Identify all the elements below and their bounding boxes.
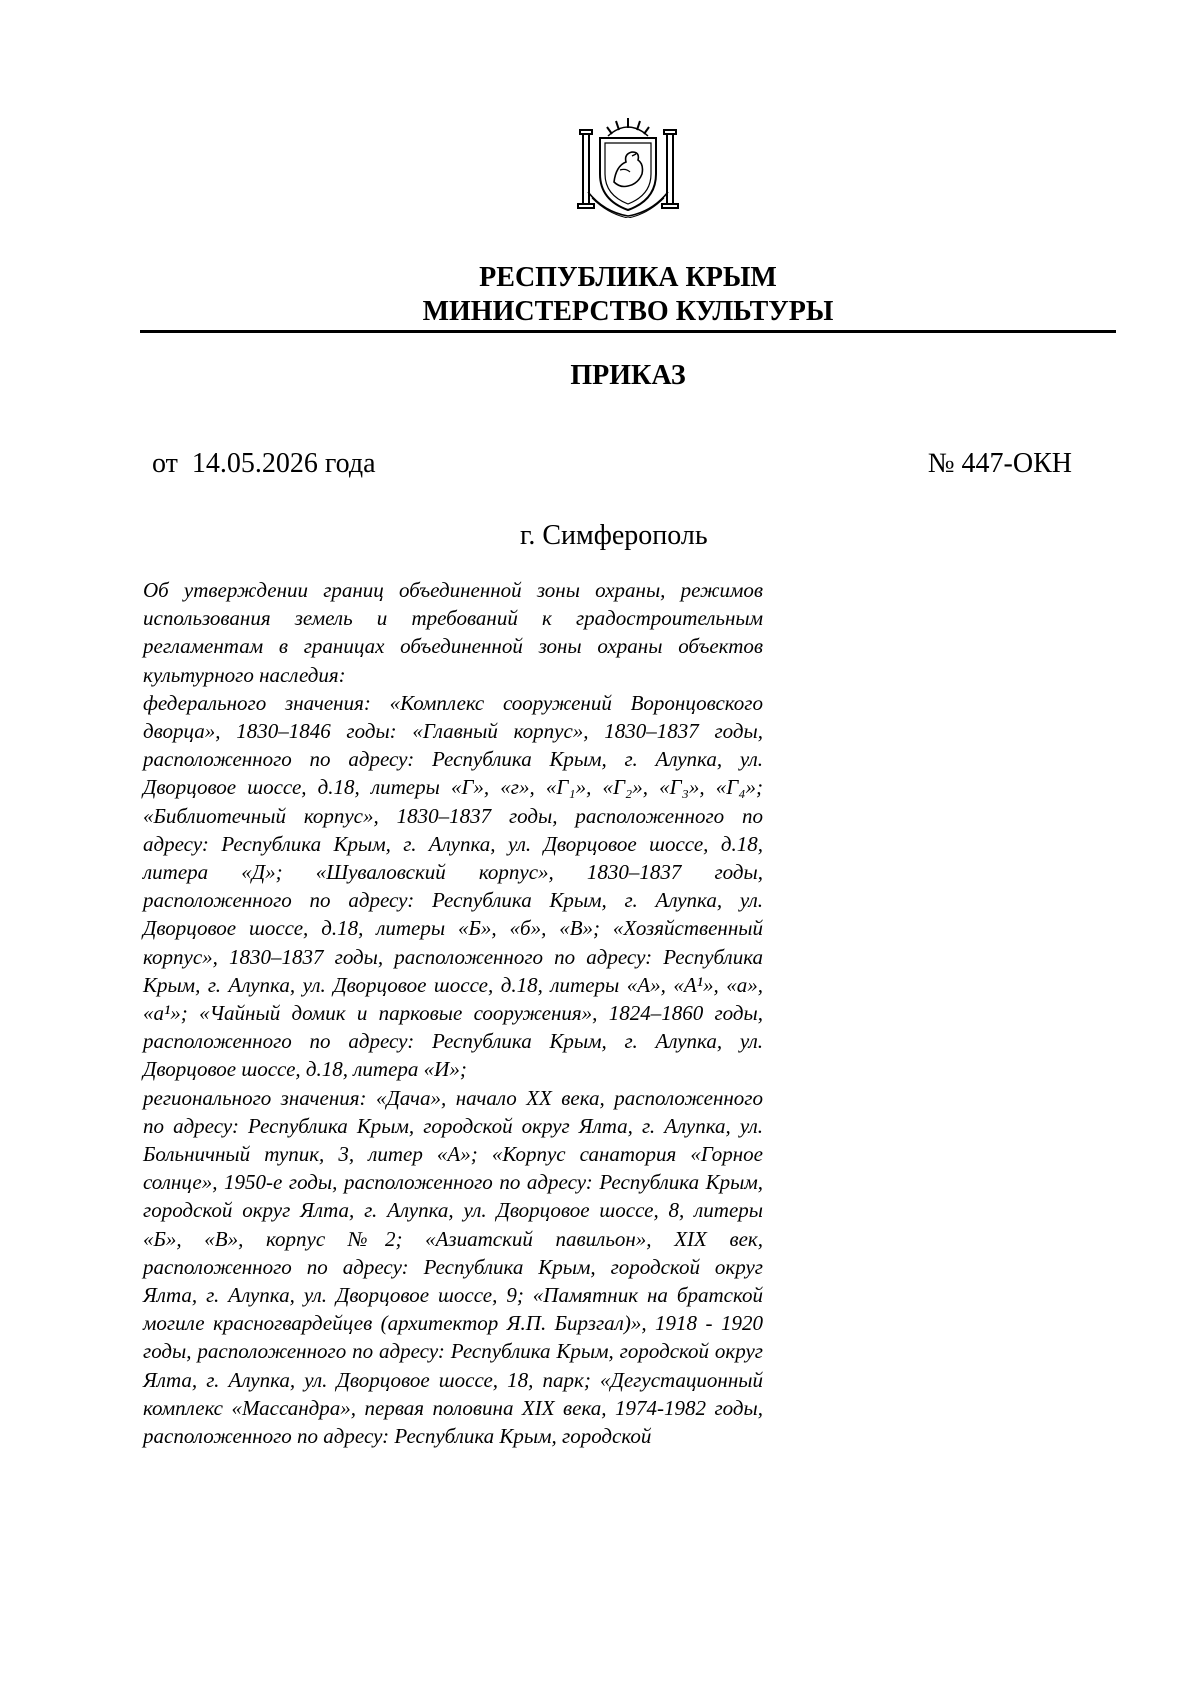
document-number: № 447-ОКН	[927, 448, 1072, 479]
document-type-title: ПРИКАЗ	[570, 360, 686, 391]
organization-name-line2: МИНИСТЕРСТВО КУЛЬТУРЫ	[422, 296, 834, 327]
document-subject	[143, 576, 763, 1450]
subject-intro: Об утверждении границ объединенной зоны охраны, режимов использования земель и требований к градостроительным регламентам в границах объединенной зоны охраны объектов культурного наследия:	[143, 578, 763, 687]
document-city: г. Симферополь	[520, 520, 708, 551]
crimea-coat-of-arms-icon	[574, 112, 682, 218]
subject-federal-objects: федерального значения: «Комплекс сооружений Воронцовского дворца», 1830–1846 годы: «Главный корпус», 1830–1837 годы, расположенного по адресу: Республика Крым, г. Алупка, ул. Дворцовое шоссе, д.18, литеры «Г», «г», «Г₁», «Г₂», «Г₃», «Г₄»; «Библиотечный корпус», 1830–1837 годы, расположенного по адресу: Республика Крым, г. Алупка, ул. Дворцовое шоссе, д.18, литера «Д»; «Шуваловский корпус», 1830–1837 годы, расположенного по адресу: Республика Крым, г. Алупка, ул. Дворцовое шоссе, д.18, литеры «Б», «б», «В»; «Хозяйственный корпус», 1830–1837 годы, расположенного по адресу: Республика Крым, г. Алупка, ул. Дворцовое шоссе, д.18, литеры «А», «А¹», «а», «а¹»; «Чайный домик и парковые сооружения», 1824–1860 годы, расположенного по адресу: Республика Крым, г. Алупка, ул. Дворцовое шоссе, д.18, литера «И»;	[143, 690, 763, 1082]
subject-regional-objects: регионального значения: «Дача», начало XX века, расположенного по адресу: Республика Крым, городской округ Ялта, г. Алупка, ул. Больничный тупик, 3, литер «А»; «Корпус санатория «Горное солнце», 1950-е годы, расположенного по адресу: Республика Крым, городской округ Ялта, г. Алупка, ул. Дворцовое шоссе, 8, литеры «Б», «В», корпус №2; «Азиатский павильон», XIX век, расположенного по адресу: Республика Крым, городской округ Ялта, г. Алупка, ул. Дворцовое шоссе, 9; «Памятник на братской могиле красногвардейцев (архитектор Я.П. Бирзгал)», 1918 - 1920 годы, расположенного по адресу: Республика Крым, городской округ Ялта, г. Алупка, ул. Дворцовое шоссе, 18, парк; «Дегустационный комплекс «Массандра», первая половина XIX века, 1974-1982 годы, расположенного по адресу: Республика Крым, городской	[143, 1085, 763, 1449]
header-divider	[140, 330, 1116, 333]
organization-name-line1: РЕСПУБЛИКА КРЫМ	[479, 262, 777, 293]
document-date: от 14.05.2026 года	[152, 448, 376, 479]
